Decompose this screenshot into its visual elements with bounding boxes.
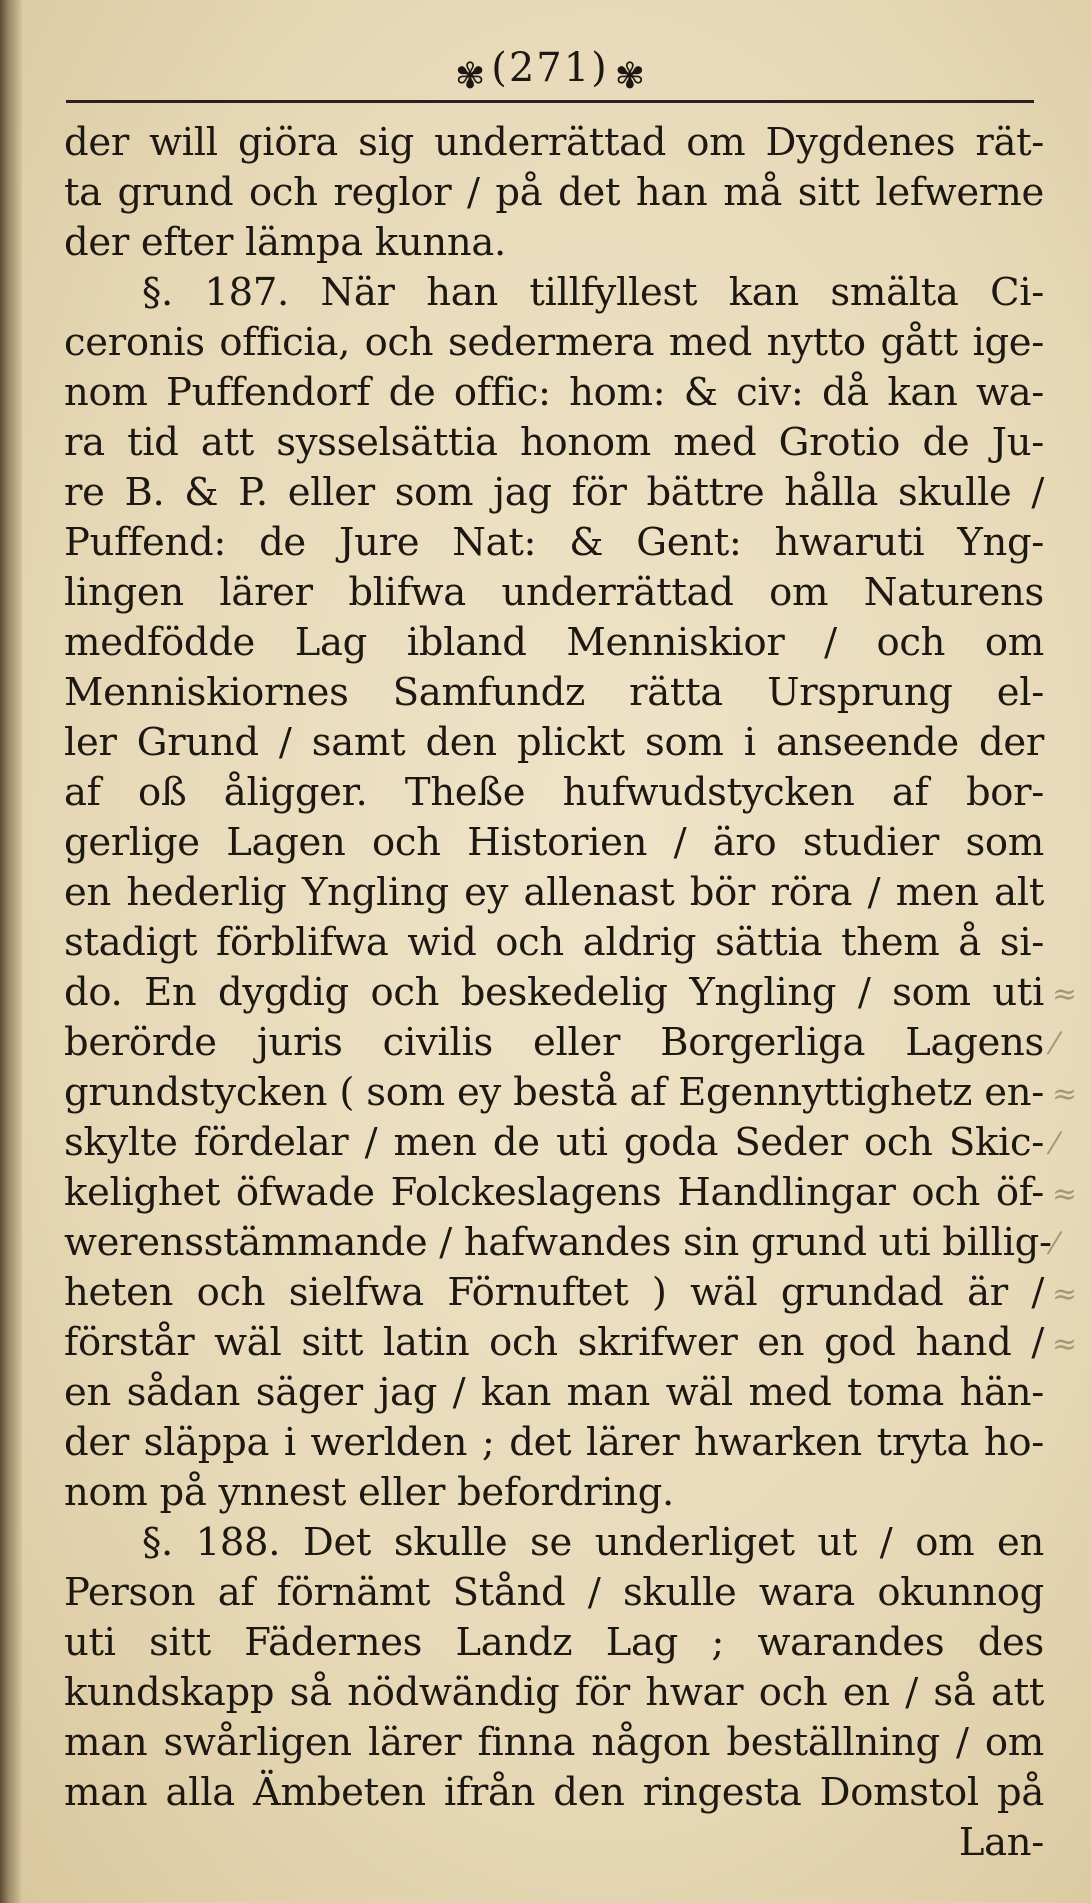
text-line: lingen lärer blifwa underrättad om Naturens bbox=[64, 570, 1044, 615]
text-line: nom Puffendorf de offic: hom: & civ: då kan wa- bbox=[64, 370, 1044, 415]
show-through-mark-icon: ⁄ bbox=[1052, 1227, 1058, 1262]
text-line: Menniskiornes Samfundz rätta Ursprung el- bbox=[64, 670, 1044, 715]
text-line: uti sitt Fädernes Landz Lag ; warandes des bbox=[64, 1620, 1044, 1665]
text-line: kelighet öfwade Folckeslagens Handlingar och öf- bbox=[64, 1170, 1044, 1215]
text-line: der efter lämpa kunna. bbox=[64, 220, 506, 265]
text-line: berörde juris civilis eller Borgerliga Lagens bbox=[64, 1020, 1044, 1065]
text-line: stadigt förblifwa wid och aldrig sättia them å si- bbox=[64, 920, 1044, 965]
text-line: grundstycken ( som ey bestå af Egennyttighetz en- bbox=[64, 1070, 1044, 1115]
text-line: man swårligen lärer finna någon beställning / om bbox=[64, 1720, 1044, 1765]
text-line: werensstämmande / hafwandes sin grund uti billig- bbox=[64, 1220, 1052, 1265]
margin-show-through bbox=[1052, 970, 1086, 1370]
text-line: gerlige Lagen och Historien / äro studier som bbox=[64, 820, 1044, 865]
text-line: Person af förnämt Stånd / skulle wara okunnog bbox=[64, 1570, 1044, 1615]
header-rule bbox=[66, 100, 1034, 103]
show-through-mark-icon: ≈ bbox=[1052, 1177, 1078, 1212]
text-line: Puffend: de Jure Nat: & Gent: hwaruti Yng- bbox=[64, 520, 1044, 565]
text-line: kundskapp så nödwändig för hwar och en / så att bbox=[64, 1670, 1044, 1715]
text-line: do. En dygdig och beskedelig Yngling / som uti bbox=[64, 970, 1044, 1015]
page-gutter bbox=[0, 0, 22, 1903]
right-ornament-icon: ✾ bbox=[614, 56, 645, 97]
text-line: re B. & P. eller som jag för bättre hålla skulle / bbox=[64, 470, 1044, 515]
show-through-mark-icon: ≈ bbox=[1052, 977, 1078, 1012]
text-line: der släppa i werlden ; det lärer hwarken tryta ho- bbox=[64, 1420, 1044, 1465]
text-line: ler Grund / samt den plickt som i anseende der bbox=[64, 720, 1044, 765]
text-line: af oß åligger. Theße hufwudstycken af bor- bbox=[64, 770, 1044, 815]
text-line: nom på ynnest eller befordring. bbox=[64, 1470, 674, 1515]
show-through-mark-icon: ≈ bbox=[1052, 1277, 1078, 1312]
text-line: skylte fördelar / men de uti goda Seder och Skic- bbox=[64, 1120, 1044, 1165]
show-through-mark-icon: ≈ bbox=[1052, 1327, 1078, 1362]
text-line: §. 187. När han tillfyllest kan smälta Ci- bbox=[142, 270, 1044, 315]
text-line: ta grund och reglor / på det han må sitt lefwerne bbox=[64, 170, 1044, 215]
text-line: en hederlig Yngling ey allenast bör röra / men alt bbox=[64, 870, 1044, 915]
show-through-mark-icon: ⁄ bbox=[1052, 1127, 1058, 1162]
page-number: (271) bbox=[491, 45, 609, 91]
show-through-mark-icon: ⁄ bbox=[1052, 1027, 1058, 1062]
text-line: §. 188. Det skulle se underliget ut / om en bbox=[142, 1520, 1044, 1565]
left-ornament-icon: ✾ bbox=[455, 56, 486, 97]
text-line: förstår wäl sitt latin och skrifwer en god hand / bbox=[64, 1320, 1044, 1365]
catchword: Lan- bbox=[958, 1820, 1044, 1865]
body-text bbox=[64, 118, 1052, 1868]
page-header bbox=[70, 38, 1030, 98]
show-through-mark-icon: ≈ bbox=[1052, 1077, 1078, 1112]
text-line: en sådan säger jag / kan man wäl med toma hän- bbox=[64, 1370, 1044, 1415]
text-line: heten och sielfwa Förnuftet ) wäl grundad är / bbox=[64, 1270, 1044, 1315]
text-line: ceronis officia, och sedermera med nytto gått ige- bbox=[64, 320, 1044, 365]
text-line: man alla Ämbeten ifrån den ringesta Domstol på bbox=[64, 1770, 1044, 1815]
text-line: ra tid att sysselsättia honom med Grotio de Ju- bbox=[64, 420, 1044, 465]
text-line: der will giöra sig underrättad om Dygdenes rät- bbox=[64, 120, 1044, 165]
text-line: medfödde Lag ibland Menniskior / och om bbox=[64, 620, 1044, 665]
